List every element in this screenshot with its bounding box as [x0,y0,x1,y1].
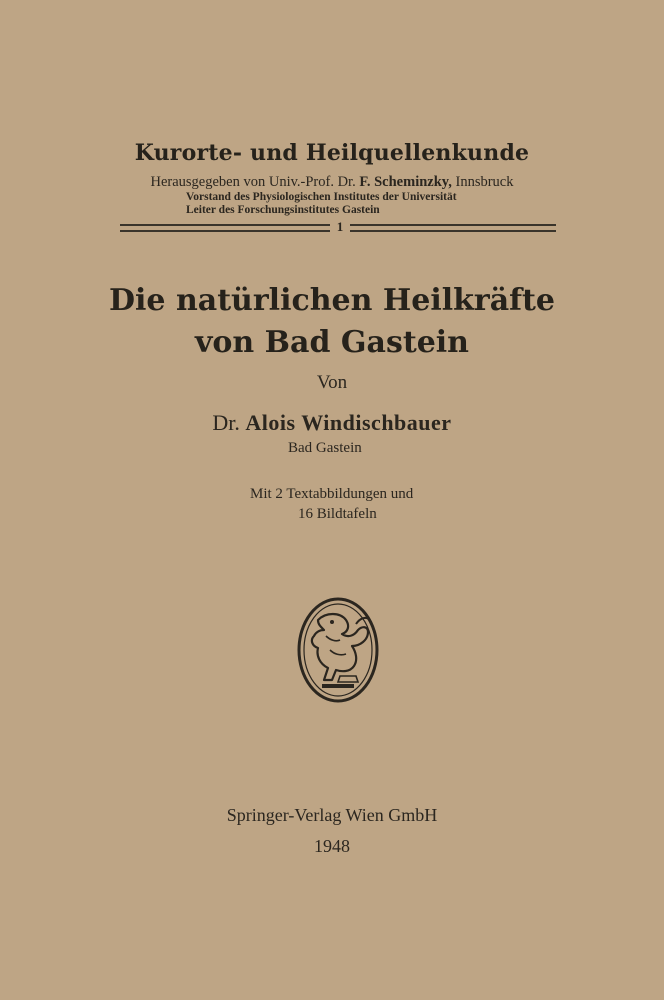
editor-city: Innsbruck [455,174,514,190]
divider-rule [120,224,330,226]
illustrations-note-line-2: 16 Bildtafeln [298,506,377,522]
author-prefix: Dr. [212,410,240,435]
divider-rule [120,230,330,232]
book-title-line-1: Die natürlichen Heilkräfte [109,283,555,318]
by-label: Von [316,372,348,393]
series-title: Kurorte- und Heilquellenkunde [134,140,530,166]
series-editor-line [0,174,664,191]
editor-prefix: Herausgegeben von Univ.-Prof. Dr. [150,174,356,190]
springer-knight-horse-logo-icon [296,596,380,704]
author-name: Alois Windischbauer [245,410,452,435]
book-title-line-2: von Bad Gastein [194,325,469,360]
author-line [0,410,664,436]
book-title [0,280,664,364]
editor-role-2: Leiter des Forschungsinstitutes Gastein [186,204,380,216]
illustrations-note-line-1: Mit 2 Textabbildungen und [250,486,414,502]
editor-name: F. Scheminzky, [359,174,452,190]
publisher-name: Springer-Verlag Wien GmbH [226,805,438,825]
divider-rule [350,224,556,226]
editor-role-1: Vorstand des Physiologischen Institutes der Universität [186,191,457,203]
publication-year: 1948 [314,836,350,856]
series-volume-number: 1 [336,219,344,234]
divider-rule [350,230,556,232]
author-place: Bad Gastein [288,440,362,456]
